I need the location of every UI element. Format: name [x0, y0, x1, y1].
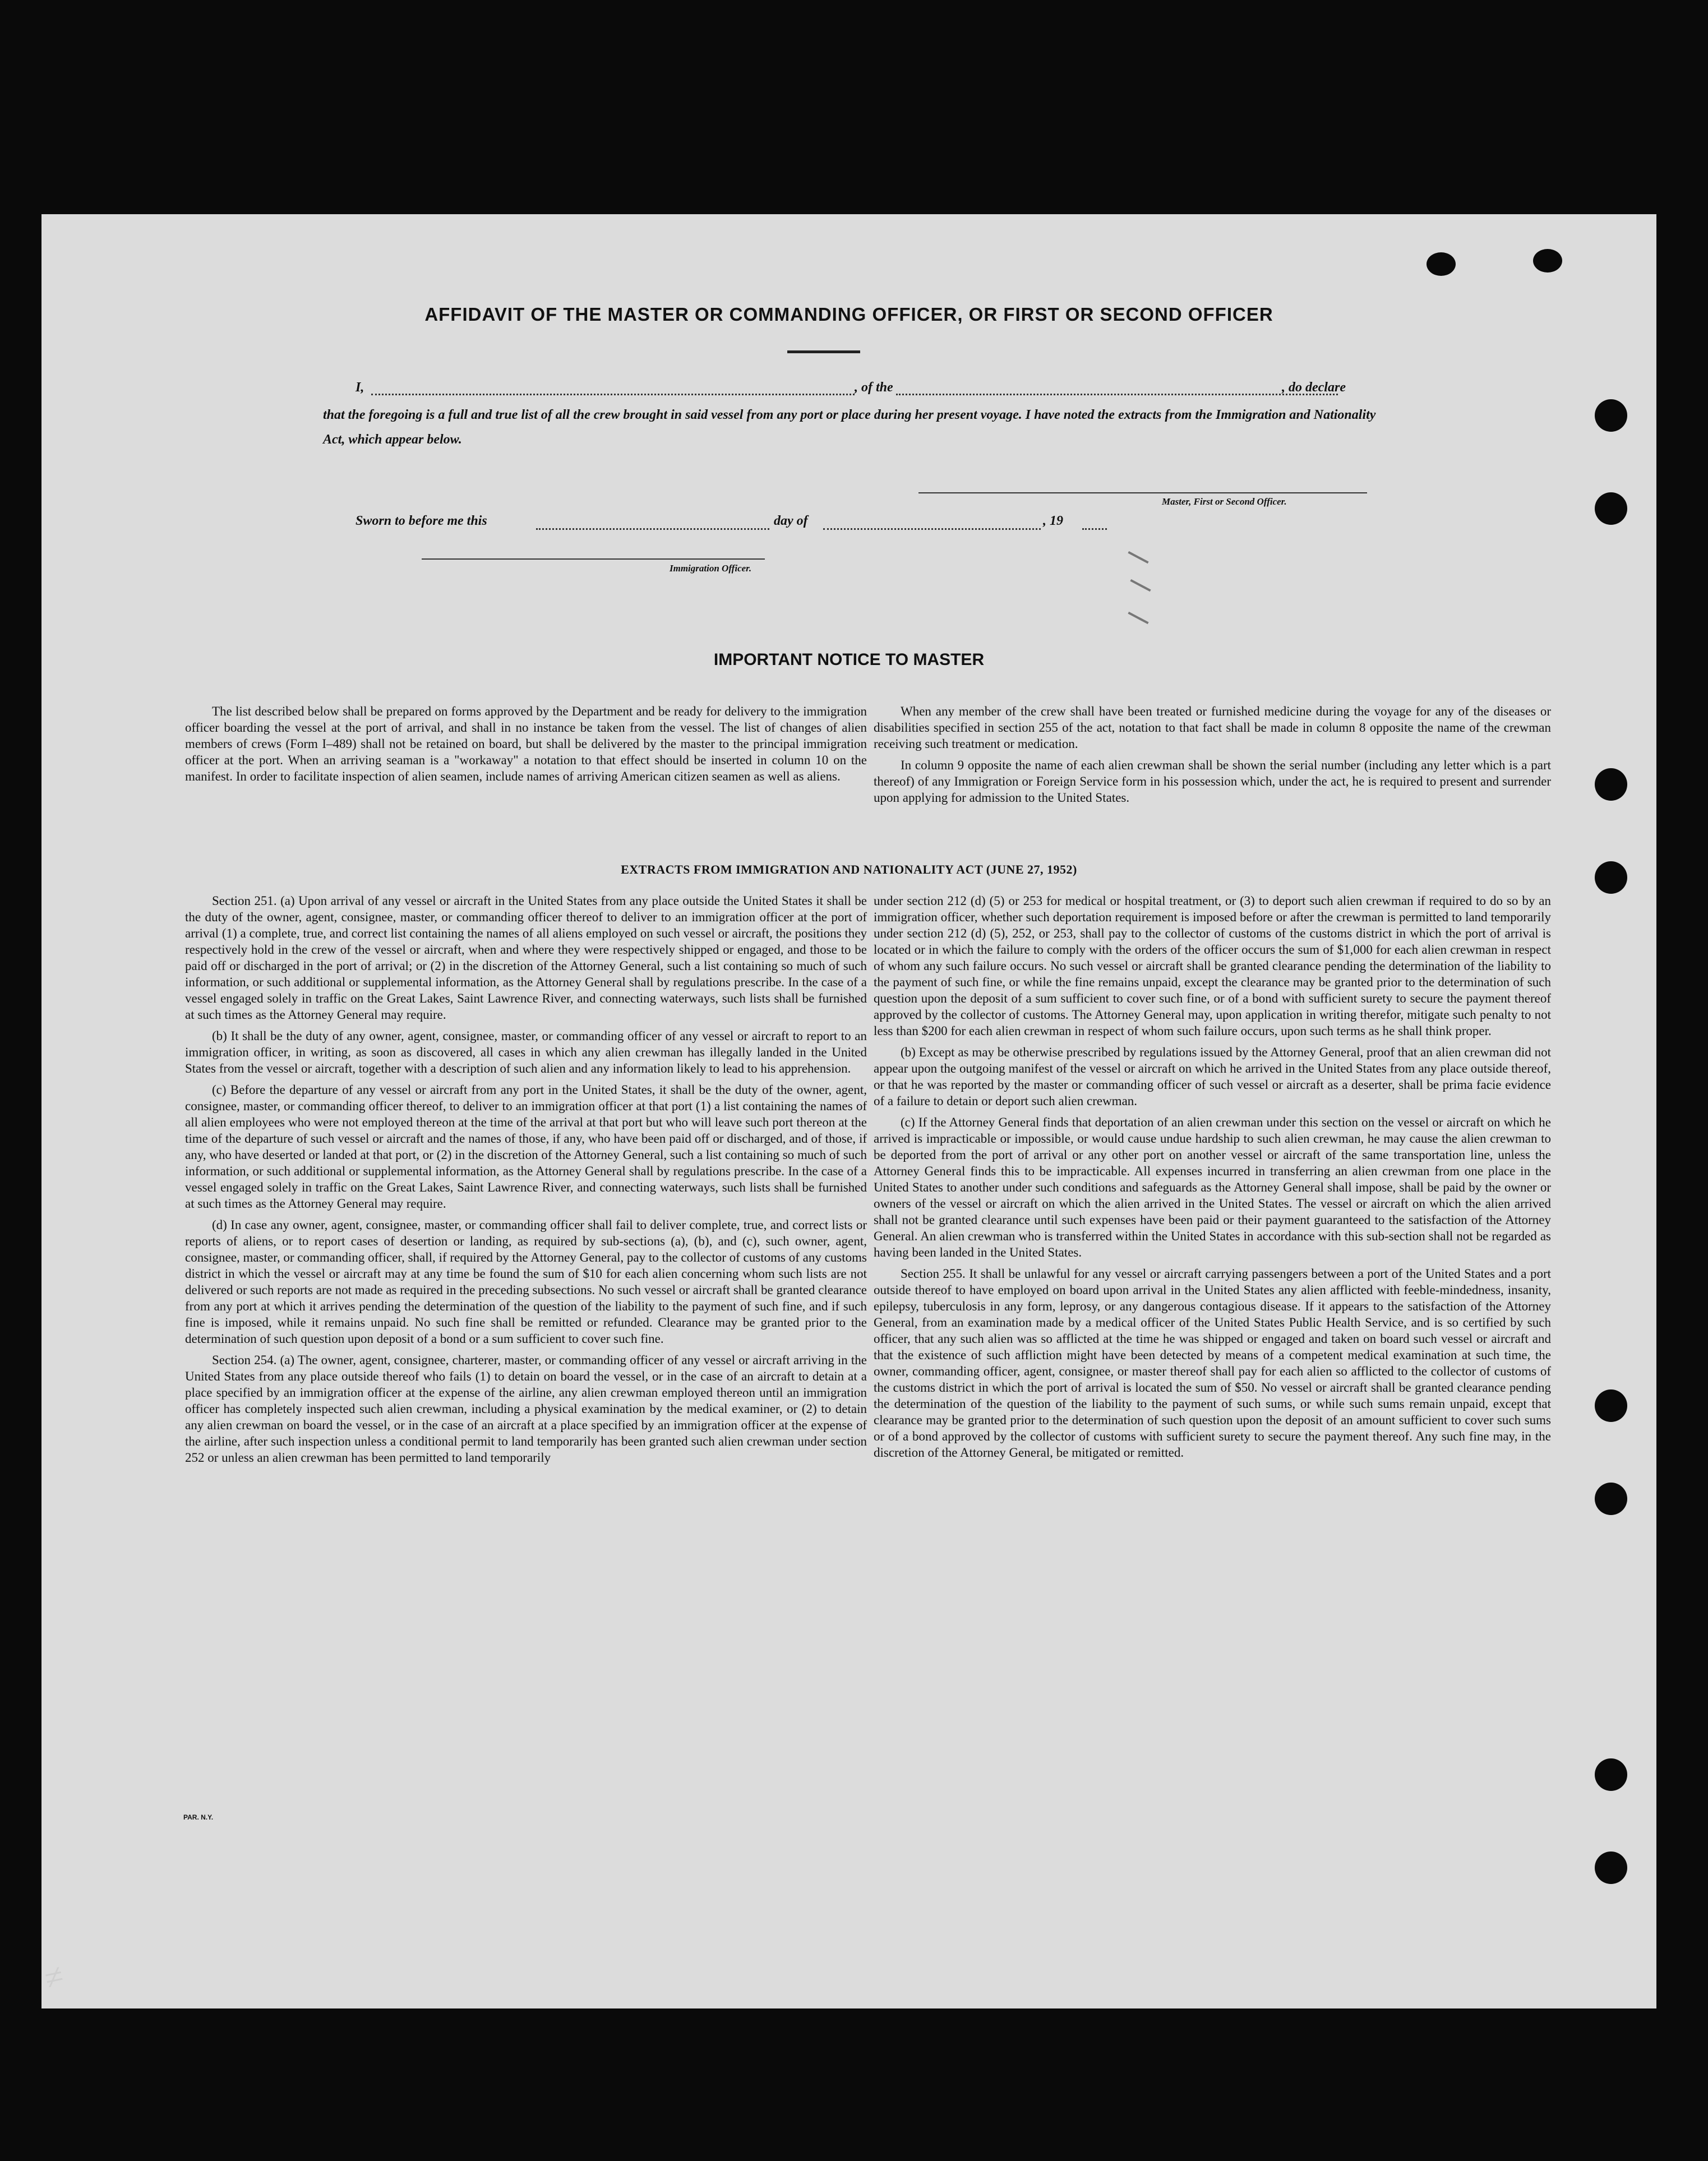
- corner-scribble: ≠: [41, 1957, 67, 1997]
- section-254-a-continued: under section 212 (d) (5) or 253 for medical or hospital treatment, or (3) to deport such alien crewman if required to do so by an immigration officer, whether such deportation requirement is imposed before or after the crewman is permitted to land temporarily under section 212 (d) (5), 252, or 253, shall pay to the collector of customs of the customs district in which the port of arrival is located or in which the failure to comply with the orders of the officer occurs the sum of $1,000 for each alien crewman in respect of whom any such failure occurs. No such vessel or aircraft shall be granted clearance pending the determination of the liability to the payment of such fine, or while the fine remains unpaid, except the clearance may be granted prior to the determination of such question upon the deposit of a sum sufficient to cover such fine, or of a bond with sufficient surety to secure the payment thereof approved by the collector of customs. The Attorney General may, upon application in writing therefor, mitigate such penalty to not less than $200 for each alien crewman in respect of whom such failure occurs, upon such terms as he shall think proper.: [874, 894, 1551, 1038]
- section-254-c: (c) If the Attorney General finds that deportation of an alien crewman under this section on the vessel or aircraft on which he arrived is impracticable or impossible, or would cause undue hardship to such alien crewman, he may cause the alien crewman to be deported from the port of arrival or any other port on another vessel or aircraft of the same transportation line, unless the Attorney General finds this to be impracticable. All expenses incurred in transferring an alien crewman from one place in the United States to another under such conditions and safeguards as the Attorney General shall impose, shall be paid by the owner or owners of the vessel or aircraft on which the alien arrived in the United States. The vessel or aircraft on which the alien arrived shall not be granted clearance until such expenses have been paid or their payment guaranteed to the satisfaction of the Attorney General. An alien crewman who is transferred within the United States in accordance with this sub-section shall not be regarded as having been landed in the United States.: [874, 1115, 1551, 1259]
- notice-paragraph: When any member of the crew shall have been treated or furnished medicine during the voyage for any of the diseases or disabilities specified in section 255 of the act, notation to that fact shall be made in column 8 opposite the name of the crewman receiving such treatment or medication.: [874, 704, 1551, 751]
- scan-mark: [1128, 551, 1148, 564]
- punch-hole-top-2: [1533, 249, 1562, 273]
- extracts-right-column: [874, 893, 1551, 1466]
- section-254-b: (b) Except as may be otherwise prescribed by regulations issued by the Attorney General, proof that an alien crewman did not appear upon the outgoing manifest of the vessel or aircraft on which he arrived in the United States from any place outside thereof, or that he was reported by the master or commanding officer of such vessel or aircraft as a deserter, shall be prima facie evidence of a failure to detain or deport such alien crewman.: [874, 1045, 1551, 1108]
- extracts-title: EXTRACTS FROM IMMIGRATION AND NATIONALITY ACT (JUNE 27, 1952): [621, 862, 1077, 876]
- affidavit-i-label: I,: [356, 380, 364, 395]
- printer-code: PAR. N.Y.: [183, 1813, 214, 1821]
- form-page: [41, 214, 1656, 2008]
- section-254-a: Section 254. (a) The owner, agent, consignee, charterer, master, or commanding officer of any vessel or aircraft arriving in the United States from any place outside thereof who fails (1) to detain on board the vessel, or in the case of an aircraft to detain at a place specified by an immigration officer at the expense of the airline, any alien crewman employed thereon until an immigration officer has completely inspected such alien crewman, including a physical examination by the medical examiner, or (2) to detain any alien crewman on board the vessel, or in the case of an aircraft at a place specified by an immigration officer at the expense of the airline, after such inspection unless a conditional permit to land temporarily has been granted such alien crewman under section 252 or unless an alien crewman has been permitted to land temporarily: [185, 1353, 867, 1465]
- affidavit-statement: that the foregoing is a full and true list of all the crew brought in said vessel from any port or place during her present voyage. I have noted the extracts from the Immigration and Nationality Act, which appear below.: [323, 408, 1376, 447]
- punch-hole: [1595, 1483, 1627, 1515]
- year-prefix-label: , 19: [1043, 514, 1063, 528]
- notice-right-column: [874, 703, 1551, 811]
- punch-hole: [1595, 1758, 1627, 1791]
- punch-hole: [1595, 1389, 1627, 1422]
- punch-hole: [1595, 492, 1627, 525]
- section-255: Section 255. It shall be unlawful for any vessel or aircraft carrying passengers between a port of the United States and a port outside thereof to have employed on board upon arrival in the United States any alien afflicted with feeble-mindedness, insanity, epilepsy, tuberculosis in any form, leprosy, or any dangerous contagious disease. If it appears to the satisfaction of the Attorney General, from an examination made by a medical officer of the United States Public Health Service, and is so certified by such officer, that any such alien was so afflicted at the time he was shipped or engaged and taken on board such vessel or aircraft and that the existence of such affliction might have been detected by means of a competent medical examination at such time, the owner, commanding officer, agent, consignee, or master thereof shall pay for each alien so afflicted to the collector of customs of the customs district in which the port of arrival is located the sum of $50. No vessel or aircraft shall be granted clearance pending the determination of the question of the liability to the payment of such sums, or while such sums remain unpaid, except that clearance may be granted prior to the determination of such question upon the deposit of an amount sufficient to cover such sums or of a bond approved by the collector of customs with sufficient surety to secure the payment thereof. Any such fine may, in the discretion of the Attorney General, be mitigated or remitted.: [874, 1267, 1551, 1460]
- sworn-label: Sworn to before me this: [356, 514, 487, 528]
- affidavit-declare-label: , do declare: [1282, 380, 1346, 395]
- sworn-day-field[interactable]: [536, 528, 769, 530]
- day-of-label: day of: [774, 514, 808, 528]
- vessel-name-field[interactable]: [896, 394, 1338, 395]
- section-251-c: (c) Before the departure of any vessel or aircraft from any port in the United States, it shall be the duty of the owner, agent, consignee, master, or commanding officer thereof, to deliver to an immigration officer at that port (1) a list containing the names of all alien employees who were not employed thereon at the time of the arrival at that port but who will leave such port thereon at the time of the departure of such vessel or aircraft and the names of those, if any, who have been paid off or discharged, and of those, if any, who have deserted or landed at that port, or (2) in the discretion of the Attorney General, such a list containing so much of such information, or such additional or supplemental information, as the Attorney General shall by regulations prescribe. In the case of a vessel engaged solely in traffic on the Great Lakes, Saint Lawrence River, and connecting waterways, such lists shall be furnished at such times as the Attorney General may require.: [185, 1083, 867, 1211]
- master-signature-caption: Master, First or Second Officer.: [1162, 496, 1287, 507]
- officer-signature-caption: Immigration Officer.: [670, 563, 752, 574]
- sworn-year-field[interactable]: [1082, 528, 1107, 530]
- section-251-d: (d) In case any owner, agent, consignee, master, or commanding officer shall fail to deliver complete, true, and correct lists or reports of aliens, or to report cases of desertion or landing, as required by sub-sections (a), (b), and (c), such owner, agent, consignee, master, or commanding officer, shall, if required by the Attorney General, pay to the collector of customs of any customs district in which the vessel or aircraft may at any time be found the sum of $10 for each alien concerning whom such lists are not delivered or such reports are not made as required in the preceding subsections. No such vessel or aircraft shall be granted clearance from any port at which it arrives pending the determination of the question of the liability to the payment of such fine, and if such fine is imposed, while it remains unpaid. No such fine shall be remitted or refunded. Clearance may be granted prior to the determination of such question upon deposit of a bond or a sum sufficient to cover such fine.: [185, 1218, 867, 1346]
- extracts-left-column: [185, 893, 867, 1471]
- officer-signature-line[interactable]: [422, 558, 765, 560]
- section-251-a: Section 251. (a) Upon arrival of any vessel or aircraft in the United States from any place outside the United States it shall be the duty of the owner, agent, consignee, master, or commanding officer thereof to deliver to an immigration officer at the port of arrival (1) a complete, true, and correct list containing the names of all aliens employed on such vessel or aircraft, the positions they respectively hold in the crew of the vessel or aircraft, when and where they were respectively shipped or engaged, and those to be paid off or discharged in the port of arrival; or (2) in the discretion of the Attorney General, such a list containing so much of such information, or such additional or supplemental information, as the Attorney General shall by regulations prescribe. In the case of a vessel engaged solely in traffic on the Great Lakes, Saint Lawrence River, and connecting waterways, such lists shall be furnished at such times as the Attorney General may require.: [185, 894, 867, 1022]
- title-rule: [787, 350, 860, 353]
- master-signature-line[interactable]: [918, 492, 1367, 493]
- notice-paragraph: The list described below shall be prepared on forms approved by the Department and be ready for delivery to the immigration officer boarding the vessel at the port of arrival, and shall in no instance be taken from the vessel. The list of changes of alien members of crews (Form I–489) shall not be retained on board, but shall be delivered by the master to the principal immigration officer at the port. When an arriving seaman is a "workaway" a notation to that effect should be inserted in column 10 on the manifest. In order to facilitate inspection of alien seamen, include names of arriving American citizen seamen as well as aliens.: [185, 704, 867, 783]
- punch-hole: [1595, 768, 1627, 801]
- affidavit-of-the-label: , of the: [855, 380, 893, 395]
- sworn-month-field[interactable]: [823, 528, 1041, 530]
- scan-mark: [1128, 612, 1148, 624]
- punch-hole-top-1: [1427, 252, 1456, 276]
- punch-hole: [1595, 1851, 1627, 1884]
- notice-left-column: [185, 703, 867, 789]
- master-name-field[interactable]: [371, 394, 855, 395]
- punch-hole: [1595, 399, 1627, 432]
- affidavit-title: AFFIDAVIT OF THE MASTER OR COMMANDING OFFICER, OR FIRST OR SECOND OFFICER: [424, 304, 1273, 325]
- scan-mark: [1130, 579, 1151, 592]
- notice-title: IMPORTANT NOTICE TO MASTER: [713, 650, 985, 669]
- section-251-b: (b) It shall be the duty of any owner, agent, consignee, master, or commanding officer of any vessel or aircraft to report to an immigration officer, in writing, as soon as discovered, all cases in which any alien crewman has illegally landed in the United States from the vessel or aircraft, together with a description of such alien and any information likely to lead to his apprehension.: [185, 1029, 867, 1075]
- notice-paragraph: In column 9 opposite the name of each alien crewman shall be shown the serial number (including any letter which is a part thereof) of any Immigration or Foreign Service form in his possession which, under the act, he is required to present and surrender upon applying for admission to the United States.: [874, 758, 1551, 805]
